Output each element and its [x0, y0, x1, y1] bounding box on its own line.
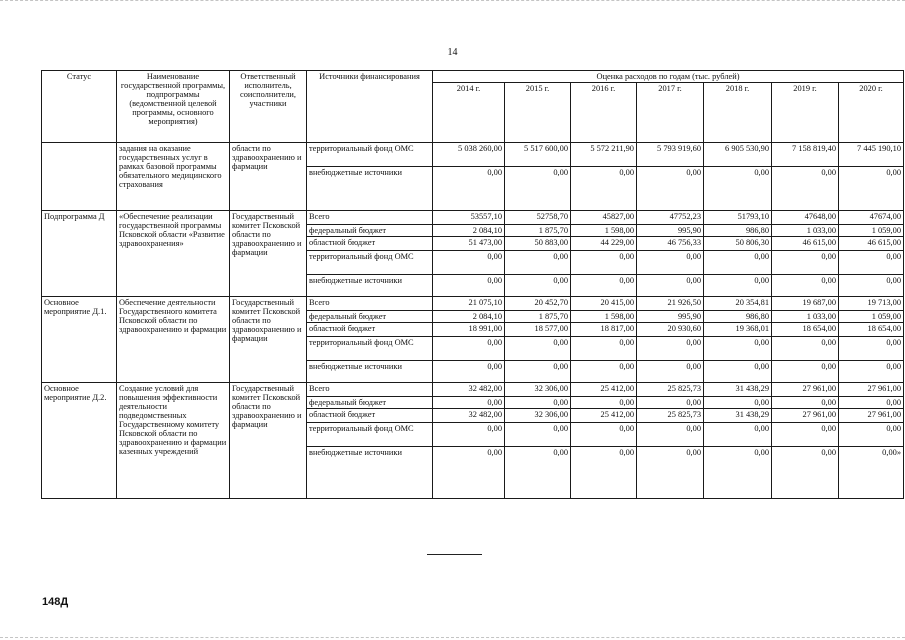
- cell-executor: Государственный комитет Псковской области по здравоохранению и фармации: [230, 211, 307, 297]
- cell-value: 18 817,00: [571, 323, 637, 337]
- cell-value: 0,00: [772, 251, 839, 275]
- cell-value: 0,00: [433, 275, 505, 297]
- cell-value: 0,00: [505, 167, 571, 211]
- cell-value: 0,00: [637, 423, 704, 447]
- cell-value: 20 930,60: [637, 323, 704, 337]
- cell-value: 986,80: [704, 225, 772, 237]
- header-name: Наименование государственной программы, подпрограммы (ведомственной целевой программы, основного мероприятия): [117, 71, 230, 143]
- cell-value: 0,00: [772, 397, 839, 409]
- cell-value: 0,00: [772, 337, 839, 361]
- cell-source: областной бюджет: [307, 323, 433, 337]
- document-stamp: 148Д: [42, 596, 69, 608]
- cell-value: 0,00: [571, 337, 637, 361]
- cell-value: 0,00: [433, 337, 505, 361]
- cell-value: 2 084,10: [433, 311, 505, 323]
- cell-value: 0,00: [839, 361, 904, 383]
- cell-value: 31 438,29: [704, 409, 772, 423]
- cell-value: 50 883,00: [505, 237, 571, 251]
- cell-value: 0,00»: [839, 447, 904, 499]
- cell-value: 0,00: [433, 167, 505, 211]
- cell-source: федеральный бюджет: [307, 397, 433, 409]
- cell-value: 18 654,00: [839, 323, 904, 337]
- cell-value: 0,00: [839, 251, 904, 275]
- cell-value: 52758,70: [505, 211, 571, 225]
- cell-value: 0,00: [704, 397, 772, 409]
- cell-value: 1 598,00: [571, 311, 637, 323]
- cell-value: 995,90: [637, 311, 704, 323]
- cell-value: 0,00: [637, 447, 704, 499]
- cell-value: 7 445 190,10: [839, 143, 904, 167]
- cell-value: 25 412,00: [571, 383, 637, 397]
- header-year: 2016 г.: [571, 83, 637, 143]
- cell-value: 995,90: [637, 225, 704, 237]
- cell-value: 5 517 600,00: [505, 143, 571, 167]
- cell-source: внебюджетные источники: [307, 447, 433, 499]
- cell-value: 19 368,01: [704, 323, 772, 337]
- table-row: [42, 211, 904, 225]
- cell-value: 0,00: [839, 423, 904, 447]
- cell-source: Всего: [307, 297, 433, 311]
- cell-value: 0,00: [505, 397, 571, 409]
- cell-value: 0,00: [505, 423, 571, 447]
- cell-value: 47648,00: [772, 211, 839, 225]
- cell-value: 0,00: [772, 275, 839, 297]
- table-body: [42, 143, 904, 499]
- cell-value: 0,00: [505, 251, 571, 275]
- cell-source: федеральный бюджет: [307, 225, 433, 237]
- cell-value: 0,00: [704, 423, 772, 447]
- cell-executor: Государственный комитет Псковской области по здравоохранению и фармации: [230, 297, 307, 383]
- cell-value: 0,00: [704, 447, 772, 499]
- cell-value: 0,00: [637, 251, 704, 275]
- table-row: [42, 383, 904, 397]
- cell-value: 46 615,00: [772, 237, 839, 251]
- cell-value: 25 412,00: [571, 409, 637, 423]
- cell-value: 5 793 919,60: [637, 143, 704, 167]
- cell-value: 0,00: [637, 337, 704, 361]
- cell-value: 32 482,00: [433, 409, 505, 423]
- cell-name: задания на оказание государственных услуг в рамках базовой программы обязательного медицинского страхования: [117, 143, 230, 211]
- scan-edge-bottom: [0, 635, 905, 638]
- cell-value: 0,00: [571, 423, 637, 447]
- header-sources: Источники финансирования: [307, 71, 433, 143]
- header-year: 2019 г.: [772, 83, 839, 143]
- cell-name: «Обеспечение реализации государственной программы Псковской области «Развитие здравоохранения»: [117, 211, 230, 297]
- budget-table: [41, 70, 904, 499]
- cell-value: 0,00: [772, 167, 839, 211]
- cell-value: 0,00: [839, 397, 904, 409]
- header-executor: Ответственный исполнитель, соисполнители, участники: [230, 71, 307, 143]
- cell-value: 0,00: [571, 447, 637, 499]
- cell-source: внебюджетные источники: [307, 361, 433, 383]
- cell-status: Подпрограмма Д: [42, 211, 117, 297]
- cell-value: 0,00: [704, 275, 772, 297]
- cell-value: 5 572 211,90: [571, 143, 637, 167]
- cell-source: Всего: [307, 383, 433, 397]
- cell-value: 0,00: [839, 167, 904, 211]
- cell-name: Создание условий для повышения эффективности деятельности подведомственных Государственному комитету Псковской области по здравоохранению и фармации казенных учреждений: [117, 383, 230, 499]
- header-status: Статус: [42, 71, 117, 143]
- cell-value: 27 961,00: [839, 383, 904, 397]
- cell-value: 2 084,10: [433, 225, 505, 237]
- cell-value: 0,00: [772, 361, 839, 383]
- cell-value: 1 059,00: [839, 225, 904, 237]
- cell-value: 0,00: [704, 361, 772, 383]
- header-row-1: [42, 71, 904, 83]
- cell-value: 47752,23: [637, 211, 704, 225]
- cell-value: 25 825,73: [637, 409, 704, 423]
- cell-value: 0,00: [839, 275, 904, 297]
- header-year: 2020 г.: [839, 83, 904, 143]
- cell-value: 0,00: [839, 337, 904, 361]
- header-year: 2015 г.: [505, 83, 571, 143]
- cell-value: 1 875,70: [505, 225, 571, 237]
- cell-value: 46 615,00: [839, 237, 904, 251]
- cell-value: 0,00: [704, 337, 772, 361]
- cell-value: 0,00: [505, 447, 571, 499]
- cell-value: 0,00: [772, 423, 839, 447]
- cell-source: внебюджетные источники: [307, 167, 433, 211]
- header-year: 2018 г.: [704, 83, 772, 143]
- cell-value: 27 961,00: [839, 409, 904, 423]
- cell-value: 1 033,00: [772, 225, 839, 237]
- cell-value: 0,00: [433, 251, 505, 275]
- cell-value: 0,00: [505, 337, 571, 361]
- cell-value: 0,00: [433, 423, 505, 447]
- cell-value: 20 452,70: [505, 297, 571, 311]
- cell-value: 18 577,00: [505, 323, 571, 337]
- cell-value: 0,00: [571, 361, 637, 383]
- cell-value: 21 075,10: [433, 297, 505, 311]
- cell-value: 31 438,29: [704, 383, 772, 397]
- cell-source: Всего: [307, 211, 433, 225]
- cell-value: 20 354,81: [704, 297, 772, 311]
- cell-value: 1 875,70: [505, 311, 571, 323]
- cell-name: Обеспечение деятельности Государственного комитета Псковской области по здравоохранению и фармации: [117, 297, 230, 383]
- cell-value: 20 415,00: [571, 297, 637, 311]
- bottom-rule: [427, 554, 482, 555]
- cell-value: 7 158 819,40: [772, 143, 839, 167]
- cell-value: 47674,00: [839, 211, 904, 225]
- cell-value: 6 905 530,90: [704, 143, 772, 167]
- cell-source: областной бюджет: [307, 237, 433, 251]
- table-row: [42, 297, 904, 311]
- cell-value: 1 059,00: [839, 311, 904, 323]
- cell-source: территориальный фонд ОМС: [307, 423, 433, 447]
- header-year: 2014 г.: [433, 83, 505, 143]
- cell-value: 0,00: [433, 361, 505, 383]
- cell-value: 1 033,00: [772, 311, 839, 323]
- cell-source: внебюджетные источники: [307, 275, 433, 297]
- cell-executor: области по здравоохранению и фармации: [230, 143, 307, 211]
- cell-value: 53557,10: [433, 211, 505, 225]
- cell-value: 18 654,00: [772, 323, 839, 337]
- cell-status: Основное мероприятие Д.1.: [42, 297, 117, 383]
- cell-value: 0,00: [637, 397, 704, 409]
- cell-value: 0,00: [704, 251, 772, 275]
- cell-value: 0,00: [571, 397, 637, 409]
- cell-source: территориальный фонд ОМС: [307, 251, 433, 275]
- cell-value: 0,00: [637, 167, 704, 211]
- cell-value: 1 598,00: [571, 225, 637, 237]
- cell-value: 44 229,00: [571, 237, 637, 251]
- scan-edge-top: [0, 0, 905, 3]
- cell-value: 27 961,00: [772, 383, 839, 397]
- cell-value: 0,00: [505, 361, 571, 383]
- cell-value: 51 473,00: [433, 237, 505, 251]
- cell-source: территориальный фонд ОМС: [307, 337, 433, 361]
- cell-executor: Государственный комитет Псковской области по здравоохранению и фармации: [230, 383, 307, 499]
- cell-value: 18 991,00: [433, 323, 505, 337]
- table-row: [42, 143, 904, 167]
- cell-value: 0,00: [571, 251, 637, 275]
- cell-value: 51793,10: [704, 211, 772, 225]
- cell-source: областной бюджет: [307, 409, 433, 423]
- cell-status: Основное мероприятие Д.2.: [42, 383, 117, 499]
- cell-value: 19 687,00: [772, 297, 839, 311]
- cell-source: территориальный фонд ОМС: [307, 143, 433, 167]
- cell-value: 0,00: [505, 275, 571, 297]
- cell-value: 0,00: [571, 275, 637, 297]
- cell-value: 46 756,33: [637, 237, 704, 251]
- cell-value: 0,00: [433, 447, 505, 499]
- cell-value: 0,00: [704, 167, 772, 211]
- cell-value: 5 038 260,00: [433, 143, 505, 167]
- cell-value: 45827,00: [571, 211, 637, 225]
- cell-value: 32 482,00: [433, 383, 505, 397]
- cell-value: 0,00: [433, 397, 505, 409]
- cell-value: 0,00: [772, 447, 839, 499]
- cell-value: 50 806,30: [704, 237, 772, 251]
- cell-value: 0,00: [637, 275, 704, 297]
- header-costs: Оценка расходов по годам (тыс. рублей): [433, 71, 904, 83]
- page-number: 14: [447, 47, 458, 58]
- cell-value: 986,80: [704, 311, 772, 323]
- cell-value: 27 961,00: [772, 409, 839, 423]
- cell-value: 32 306,00: [505, 409, 571, 423]
- cell-value: 0,00: [571, 167, 637, 211]
- cell-value: 32 306,00: [505, 383, 571, 397]
- cell-source: федеральный бюджет: [307, 311, 433, 323]
- cell-value: 21 926,50: [637, 297, 704, 311]
- cell-value: 0,00: [637, 361, 704, 383]
- cell-status: [42, 143, 117, 211]
- cell-value: 25 825,73: [637, 383, 704, 397]
- header-year: 2017 г.: [637, 83, 704, 143]
- cell-value: 19 713,00: [839, 297, 904, 311]
